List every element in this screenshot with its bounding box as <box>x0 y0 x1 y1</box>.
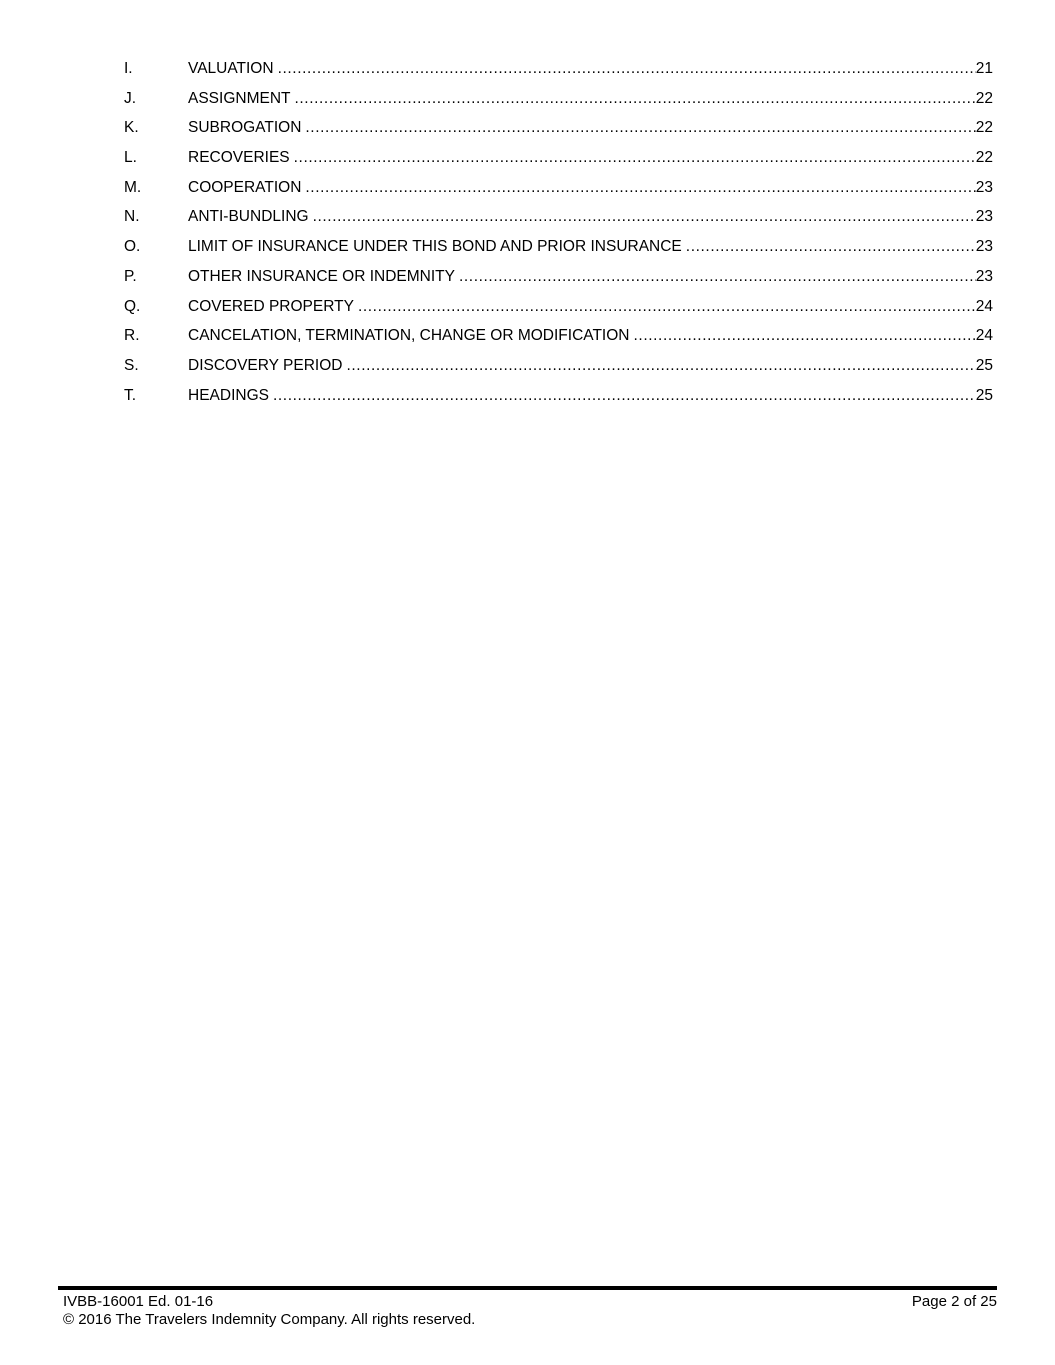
toc-leader-dots <box>630 321 976 351</box>
toc-entry-page: 22 <box>975 149 993 167</box>
toc-entry-page: 23 <box>975 238 993 256</box>
toc-leader-dots <box>682 232 976 262</box>
toc-leader-dots <box>455 262 976 292</box>
toc-entry <box>124 173 993 203</box>
toc-leader-dots <box>290 143 976 173</box>
toc-entry-title: HEADINGS <box>188 386 269 404</box>
toc-entry-title: SUBROGATION <box>188 119 302 137</box>
toc-entry <box>124 351 993 381</box>
toc-entry <box>124 262 993 292</box>
toc-entry-title: COOPERATION <box>188 178 302 196</box>
toc-leader-dots <box>274 54 976 84</box>
toc-entry-page: 22 <box>975 119 993 137</box>
toc-entry <box>124 202 993 232</box>
toc-leader-dots <box>301 113 975 143</box>
toc-entry-letter: Q. <box>124 297 141 315</box>
footer-divider <box>58 1286 997 1290</box>
toc-entry-page: 21 <box>975 60 993 77</box>
toc-entry <box>124 232 993 262</box>
toc-leader-dots <box>269 381 976 411</box>
toc-entry-page: 25 <box>975 356 993 374</box>
toc-entry-letter: N. <box>124 208 140 226</box>
toc-entry-letter: O. <box>124 238 141 256</box>
page-footer <box>58 1286 997 1329</box>
toc-entry <box>124 381 993 411</box>
toc-leader-dots <box>290 84 975 114</box>
toc-entry-letter: T. <box>124 386 137 404</box>
toc-entry <box>124 113 993 143</box>
toc-entry-letter: P. <box>124 267 137 285</box>
toc-entry-letter: S. <box>124 356 139 374</box>
form-number: IVBB-16001 Ed. 01-16 <box>63 1293 214 1310</box>
toc-leader-dots <box>309 202 976 232</box>
toc-leader-dots <box>301 173 975 203</box>
toc-entry-letter: I. <box>124 60 133 77</box>
toc-entry-title: ASSIGNMENT <box>188 89 291 107</box>
toc-entry-title: DISCOVERY PERIOD <box>188 356 343 374</box>
toc-entry-letter: M. <box>124 178 142 196</box>
copyright-notice: © 2016 The Travelers Indemnity Company. All rights reserved. <box>63 1311 476 1328</box>
toc-entry-page: 24 <box>975 327 993 345</box>
toc-entry-title: VALUATION <box>188 60 274 77</box>
toc-entry-title: ANTI-BUNDLING <box>188 208 309 226</box>
toc-entry <box>124 143 993 173</box>
toc-entry-page: 24 <box>975 297 993 315</box>
toc-entry-letter: L. <box>124 149 137 167</box>
toc-leader-dots <box>354 292 976 322</box>
toc-entry-title: CANCELATION, TERMINATION, CHANGE OR MODIFICATION <box>188 327 630 345</box>
toc-leader-dots <box>342 351 975 381</box>
toc-entry-letter: J. <box>124 89 137 107</box>
table-of-contents <box>124 54 993 410</box>
toc-entry-letter: K. <box>124 119 139 137</box>
toc-entry-title: OTHER INSURANCE OR INDEMNITY <box>188 267 455 285</box>
toc-entry-page: 23 <box>975 208 993 226</box>
toc-entry-page: 25 <box>975 386 993 404</box>
toc-entry-title: RECOVERIES <box>188 149 290 167</box>
toc-entry-page: 23 <box>975 267 993 285</box>
toc-entry-title: COVERED PROPERTY <box>188 297 354 315</box>
toc-entry-page: 22 <box>975 89 993 107</box>
toc-entry <box>124 321 993 351</box>
page-indicator: Page 2 of 25 <box>911 1293 997 1310</box>
toc-entry-title: LIMIT OF INSURANCE UNDER THIS BOND AND PRIOR INSURANCE <box>188 238 682 256</box>
toc-entry <box>124 292 993 322</box>
toc-entry <box>124 84 993 114</box>
toc-entry-letter: R. <box>124 327 140 345</box>
toc-entry <box>124 54 993 84</box>
toc-entry-page: 23 <box>975 178 993 196</box>
